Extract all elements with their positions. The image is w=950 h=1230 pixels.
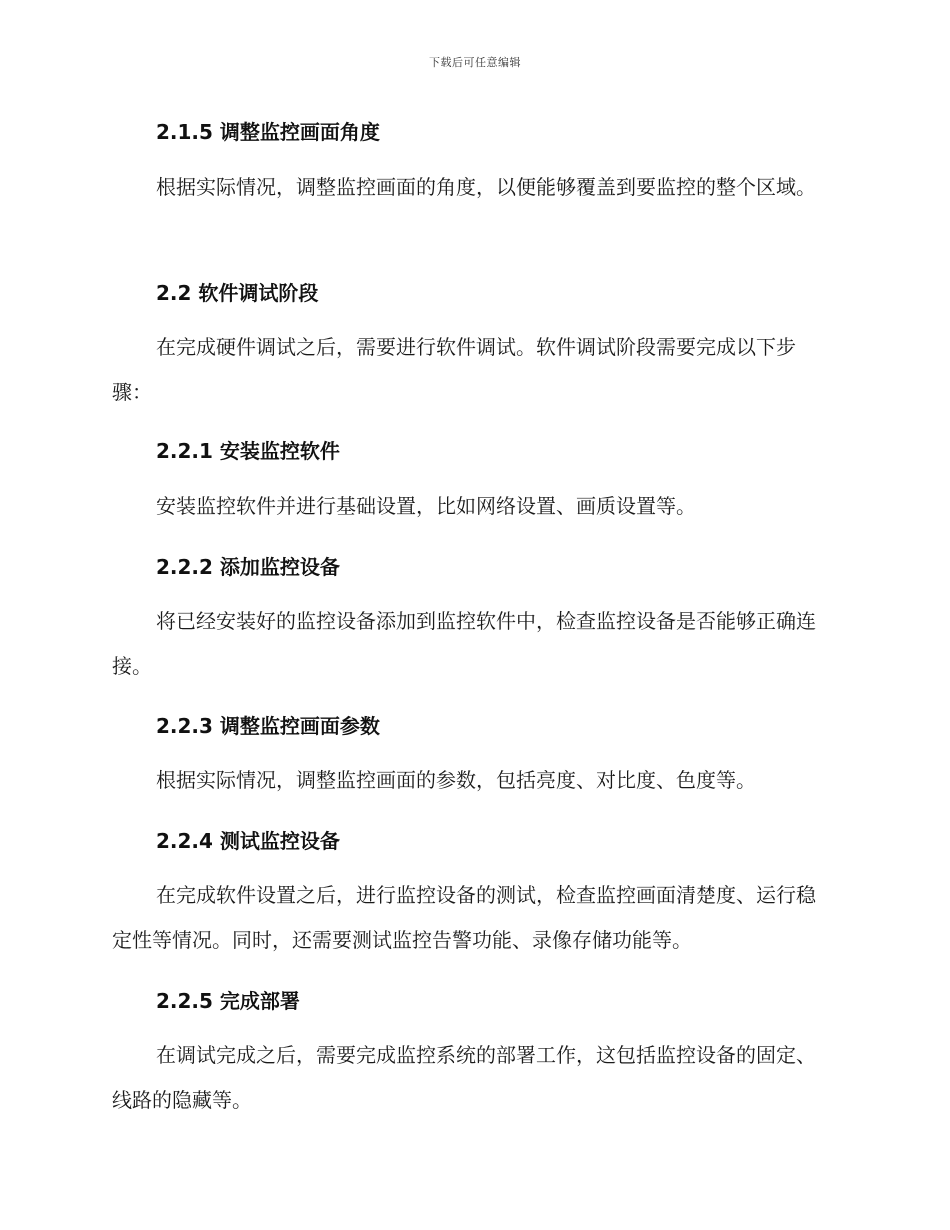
section-heading-2-2-3: 2.2.3 调整监控画面参数 xyxy=(156,714,380,738)
section-heading-2-2-1: 2.2.1 安装监控软件 xyxy=(156,439,340,463)
section-paragraph-2-2-5: 在调试完成之后，需要完成监控系统的部署工作，这包括监控设备的固定、线路的隐藏等。 xyxy=(112,1043,816,1112)
section-heading-2-1-5: 2.1.5 调整监控画面角度 xyxy=(156,120,380,144)
section-paragraph-2-2-3: 根据实际情况，调整监控画面的参数，包括亮度、对比度、色度等。 xyxy=(156,768,756,792)
section-heading-2-2-5: 2.2.5 完成部署 xyxy=(156,989,300,1013)
section-heading-2-2: 2.2 软件调试阶段 xyxy=(156,281,319,305)
section-paragraph-2-1-5: 根据实际情况，调整监控画面的角度，以便能够覆盖到要监控的整个区域。 xyxy=(156,175,816,199)
page-header: 下载后可任意编辑 xyxy=(429,56,521,69)
section-paragraph-2-2-1: 安装监控软件并进行基础设置，比如网络设置、画质设置等。 xyxy=(156,494,696,518)
section-heading-2-2-4: 2.2.4 测试监控设备 xyxy=(156,829,340,853)
section-paragraph-2-2-4: 在完成软件设置之后，进行监控设备的测试，检查监控画面清楚度、运行稳定性等情况。同时，还需要测试监控告警功能、录像存储功能等。 xyxy=(112,883,816,952)
section-paragraph-2-2-2: 将已经安装好的监控设备添加到监控软件中，检查监控设备是否能够正确连接。 xyxy=(112,609,816,678)
section-paragraph-2-2: 在完成硬件调试之后，需要进行软件调试。软件调试阶段需要完成以下步骤： xyxy=(112,335,796,404)
section-heading-2-2-2: 2.2.2 添加监控设备 xyxy=(156,555,340,579)
